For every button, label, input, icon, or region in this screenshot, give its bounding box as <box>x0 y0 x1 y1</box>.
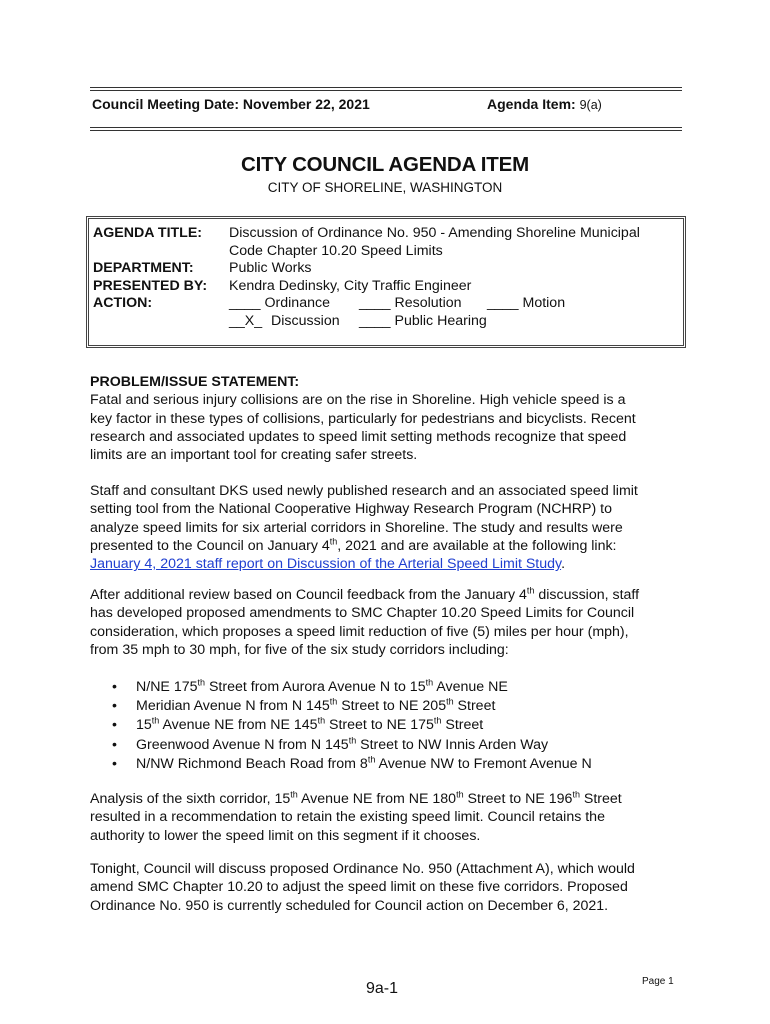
review-line-1-b: discussion, staff <box>534 587 640 603</box>
meeting-date-value: November 22, 2021 <box>242 96 370 112</box>
ordinal-suffix: th <box>290 789 298 800</box>
agenda-item-label: Agenda Item: <box>487 96 576 112</box>
header-top-rule-2 <box>90 90 682 91</box>
action-ordinance: ____ Ordinance <box>229 295 330 312</box>
staff-line: Staff and consultant DKS used newly published research and an associated speed limit <box>90 483 638 499</box>
bullet-text: Avenue NW to Fremont Avenue N <box>375 755 592 772</box>
bullet-text: 15 <box>136 717 152 734</box>
analysis-text: Analysis of the sixth corridor, 15 <box>90 791 291 807</box>
bullet-text: N/NE 175 <box>136 679 198 695</box>
agenda-title-line2: Code Chapter 10.20 Speed Limits <box>229 242 443 259</box>
agenda-info-box <box>86 216 686 348</box>
ordinal-suffix: th <box>329 536 338 547</box>
tonight-line: Tonight, Council will discuss proposed Ordinance No. 950 (Attachment A), which would <box>90 861 635 877</box>
page-number: Page 1 <box>642 976 674 987</box>
bullet-text: N/NW Richmond Beach Road from 8 <box>136 755 368 772</box>
ordinal-suffix: th <box>317 715 326 726</box>
analysis-text: Street <box>579 791 622 807</box>
bullet-icon: • <box>112 679 117 695</box>
review-line: has developed proposed amendments to SMC Chapter 10.20 Speed Limits for Council <box>90 605 635 622</box>
header-bottom-rule <box>90 127 682 128</box>
tonight-paragraph <box>90 860 700 915</box>
staff-link-line <box>90 555 700 573</box>
analysis-paragraph <box>90 790 700 845</box>
problem-p1-line: limits are an important tool for creating safer streets. <box>90 447 418 464</box>
staff-report-link[interactable]: January 4, 2021 staff report on Discussion of the Arterial Speed Limit Study <box>90 556 562 573</box>
ordinal-suffix: th <box>151 715 160 726</box>
staff-line: setting tool from the National Cooperative Highway Research Program (NCHRP) to <box>90 501 613 518</box>
analysis-line: authority to lower the speed limit on this segment if it chooses. <box>90 827 481 844</box>
action-resolution: ____ Resolution <box>359 295 462 312</box>
page-code: 9a-1 <box>366 980 399 997</box>
bullet-text: Meridian Avenue N from N 145 <box>136 698 330 715</box>
problem-p1-line: research and associated updates to speed limit setting methods recognize that speed <box>90 428 627 445</box>
bullet-text: Greenwood Avenue N from N 145 <box>136 736 349 753</box>
list-item <box>108 678 592 697</box>
review-line: consideration, which proposes a speed limit reduction of five (5) miles per hour (mph), <box>90 623 629 640</box>
ordinal-suffix: th <box>425 677 434 688</box>
tonight-line: amend SMC Chapter 10.20 to adjust the speed limit on these five corridors. Proposed <box>90 879 628 896</box>
bullet-text: Street from Aurora Avenue N to 15 <box>205 679 426 695</box>
problem-p1-line: key factor in these types of collisions, particularly for pedestrians and bicyclists. Recent <box>90 410 636 427</box>
agenda-item-number: 9(a) <box>579 98 602 112</box>
ordinal-suffix: th <box>446 696 454 707</box>
analysis-text: Street to NE 196 <box>463 791 573 807</box>
meeting-date-label: Council Meeting Date: <box>92 96 240 112</box>
bullet-text: Street <box>441 717 484 734</box>
bullet-text: Avenue NE from NE 145 <box>159 717 318 734</box>
corridor-list <box>108 678 592 774</box>
review-line-1-a: After additional review based on Council feedback from the January 4 <box>90 587 527 603</box>
bullet-text: Street <box>453 698 496 715</box>
bullet-icon: • <box>112 755 117 772</box>
list-item <box>108 736 592 755</box>
action-motion: ____ Motion <box>487 295 566 312</box>
ordinal-suffix: th <box>456 789 464 800</box>
ordinal-suffix: th <box>197 677 206 688</box>
department-label: DEPARTMENT: <box>93 260 194 277</box>
header-bottom-rule-2 <box>90 130 682 131</box>
staff-line-4-b: , 2021 and are available at the following link: <box>337 537 617 554</box>
staff-line-4 <box>90 537 700 555</box>
review-line-1 <box>90 586 700 604</box>
list-item <box>108 716 592 735</box>
ordinal-suffix: th <box>433 715 442 726</box>
agenda-title-label: AGENDA TITLE: <box>93 225 203 241</box>
analysis-line-1 <box>90 790 700 808</box>
ordinal-suffix: th <box>572 789 580 800</box>
presented-by-value: Kendra Dedinsky, City Traffic Engineer <box>229 277 472 294</box>
bullet-text: Street to NE 175 <box>325 717 434 734</box>
page-title: CITY COUNCIL AGENDA ITEM <box>241 153 529 176</box>
bullet-icon: • <box>112 736 117 753</box>
bullet-text: Avenue NE <box>433 679 508 695</box>
ordinal-suffix: th <box>367 754 376 765</box>
ordinal-suffix: th <box>329 696 338 707</box>
action-discussion: Discussion <box>271 313 340 329</box>
staff-paragraph <box>90 482 700 573</box>
list-item <box>108 697 592 716</box>
bullet-text: Street to NW Innis Arden Way <box>356 736 549 753</box>
meeting-date <box>92 96 370 112</box>
staff-line: analyze speed limits for six arterial corridors in Shoreline. The study and results were <box>90 519 623 536</box>
review-paragraph <box>90 586 700 659</box>
problem-heading: PROBLEM/ISSUE STATEMENT: <box>90 374 300 390</box>
header-top-rule <box>90 87 682 88</box>
bullet-text: Street to NE 205 <box>337 698 447 715</box>
bullet-icon: • <box>112 717 117 734</box>
action-label: ACTION: <box>93 295 153 312</box>
problem-section <box>90 373 700 464</box>
presented-by-label: PRESENTED BY: <box>93 277 208 294</box>
action-discussion-marker: __X_ <box>229 313 263 329</box>
ordinal-suffix: th <box>526 585 535 596</box>
ordinal-suffix: th <box>348 734 357 745</box>
problem-p1-line: Fatal and serious injury collisions are on the rise in Shoreline. High vehicle speed is a <box>90 392 626 409</box>
action-public-hearing: ____ Public Hearing <box>359 313 487 329</box>
staff-link-end: . <box>561 556 566 573</box>
tonight-line: Ordinance No. 950 is currently scheduled for Council action on December 6, 2021. <box>90 897 609 914</box>
agenda-title-line1: Discussion of Ordinance No. 950 - Amending Shoreline Municipal <box>229 225 640 241</box>
page-subtitle: CITY OF SHORELINE, WASHINGTON <box>267 180 503 195</box>
bullet-icon: • <box>112 698 117 715</box>
agenda-item <box>487 96 602 112</box>
analysis-line: resulted in a recommendation to retain the existing speed limit. Council retains the <box>90 809 605 826</box>
department-value: Public Works <box>229 260 312 277</box>
list-item <box>108 755 592 774</box>
review-line: from 35 mph to 30 mph, for five of the six study corridors including: <box>90 641 509 658</box>
staff-line-4-a: presented to the Council on January 4 <box>90 537 330 554</box>
analysis-text: Avenue NE from NE 180 <box>297 791 457 807</box>
